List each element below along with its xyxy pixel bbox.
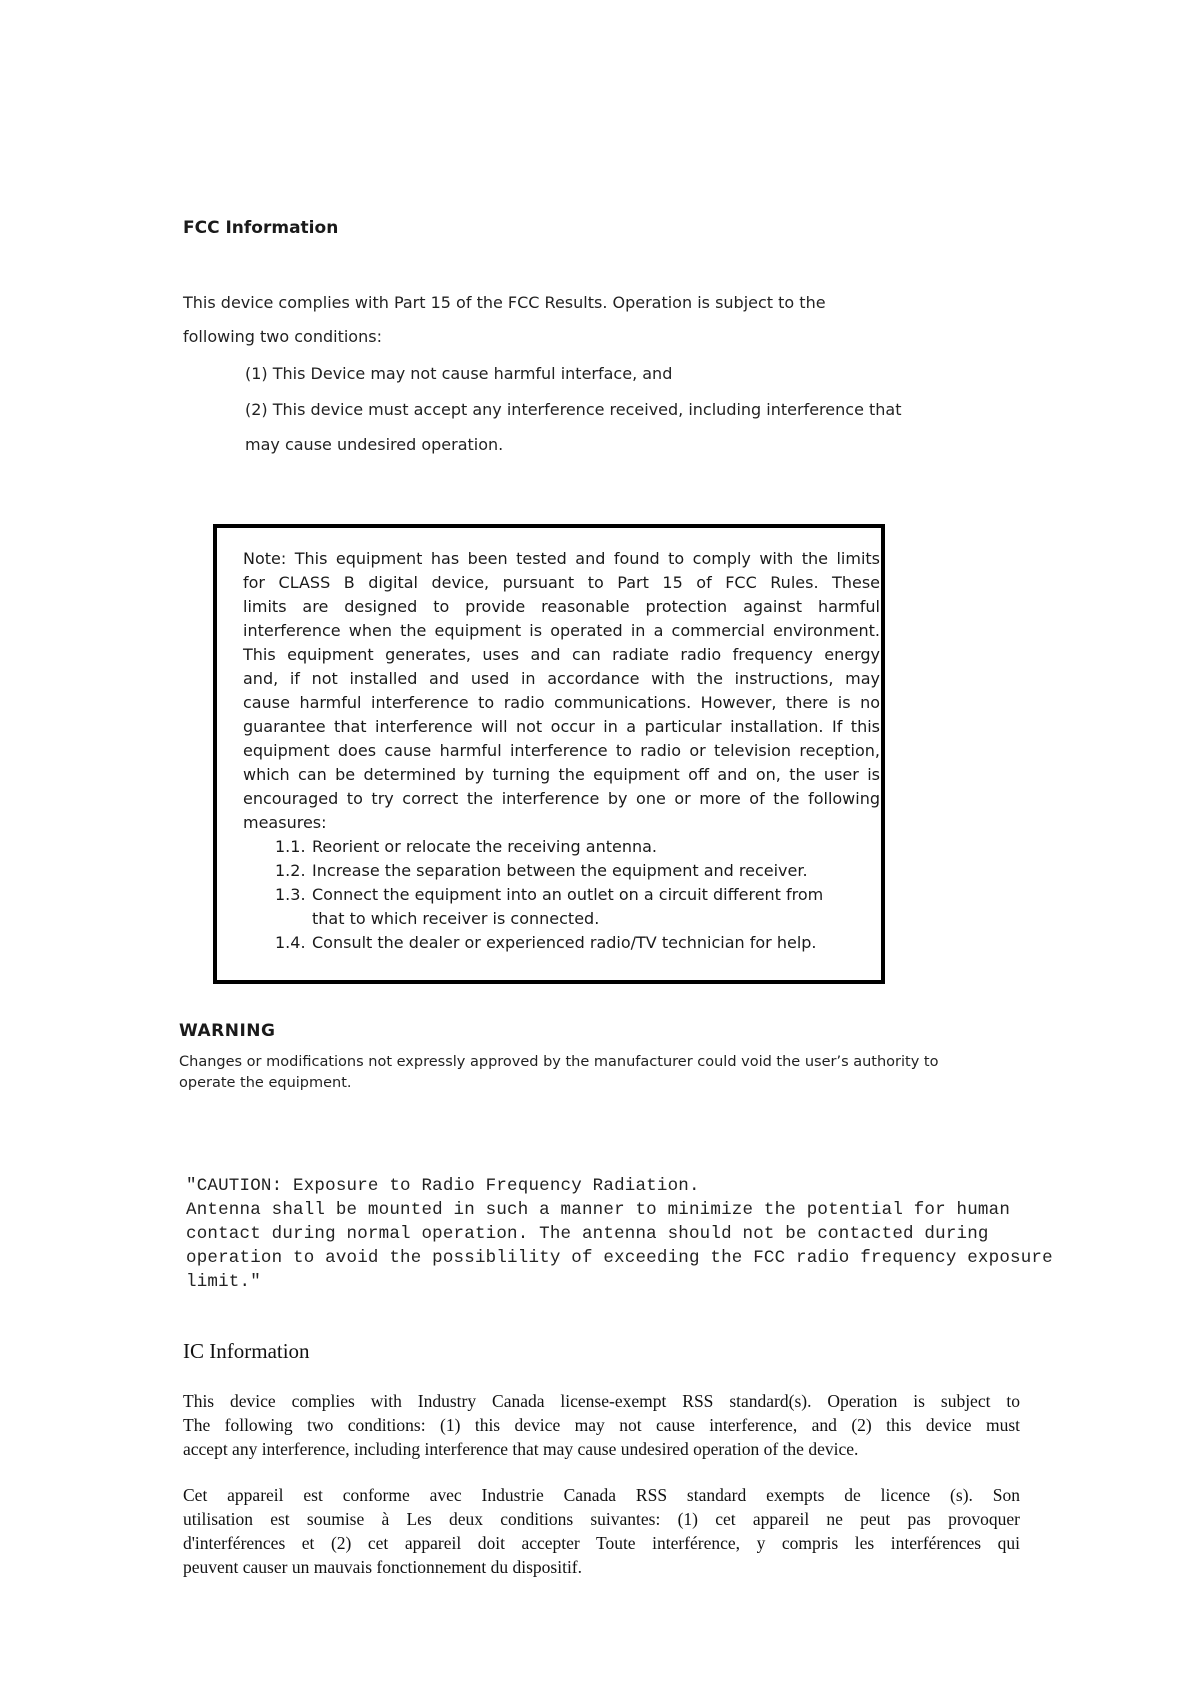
measure-item: [275, 907, 599, 931]
measure-number: 1.2.: [275, 861, 306, 880]
measure-item: [275, 835, 657, 859]
caution-text: Antenna shall be mounted in such a manner to minimize the potential for human: [186, 1200, 1011, 1220]
note-line: Note: This equipment has been tested and found to comply with the limits: [243, 549, 880, 568]
note-line: guarantee that interference will not occur in a particular installation. If this: [243, 717, 880, 736]
note-line: interference when the equipment is operated in a commercial environment.: [243, 621, 880, 640]
note-line: encouraged to try correct the interference by one or more of the following: [243, 789, 880, 808]
measure-item: [275, 883, 823, 907]
measure-number: 1.3.: [275, 885, 306, 904]
note-line: and, if not installed and used in accordance with the instructions, may: [243, 669, 880, 688]
warning-heading: WARNING: [179, 1021, 276, 1041]
fcc-intro-line: This device complies with Part 15 of the FCC Results. Operation is subject to the: [183, 293, 826, 312]
measure-number: 1.4.: [275, 933, 306, 952]
measure-text: Consult the dealer or experienced radio/TV technician for help.: [312, 933, 817, 952]
caution-text: limit.": [186, 1272, 261, 1292]
ic-heading: IC Information: [183, 1339, 310, 1363]
note-line: measures:: [243, 813, 327, 832]
fcc-intro-line: following two conditions:: [183, 327, 382, 346]
ic-en-text: accept any interference, including interference that may cause undesired operation of the device.: [183, 1439, 859, 1459]
fcc-condition-2: (2) This device must accept any interference received, including interference that: [245, 400, 902, 419]
note-line: equipment does cause harmful interference to radio or television reception,: [243, 741, 880, 760]
ic-fr-text: d'interférences et (2) cet appareil doit accepter Toute interférence, y compris les interférences qui: [183, 1533, 1020, 1553]
caution-text: contact during normal operation. The antenna should not be contacted during: [186, 1224, 989, 1244]
measure-item: [275, 931, 817, 955]
ic-fr-text: Cet appareil est conforme avec Industrie Canada RSS standard exempts de licence (s). Son: [183, 1485, 1020, 1505]
note-line: This equipment generates, uses and can radiate radio frequency energy: [243, 645, 880, 664]
note-line: for CLASS B digital device, pursuant to Part 15 of FCC Rules. These: [243, 573, 880, 592]
measure-number: 1.1.: [275, 837, 306, 856]
measure-text: Increase the separation between the equipment and receiver.: [312, 861, 808, 880]
measure-text: Connect the equipment into an outlet on a circuit different from: [312, 885, 824, 904]
ic-en-text: This device complies with Industry Canada license-exempt RSS standard(s). Operation is subject to: [183, 1391, 1020, 1411]
warning-text: Changes or modifications not expressly approved by the manufacturer could void the user’s authority to: [179, 1054, 939, 1070]
warning-text: operate the equipment.: [179, 1075, 352, 1091]
fcc-condition-1: (1) This Device may not cause harmful interface, and: [245, 364, 673, 383]
caution-text: "CAUTION: Exposure to Radio Frequency Radiation.: [186, 1176, 700, 1196]
caution-text: operation to avoid the possiblility of exceeding the FCC radio frequency exposure: [186, 1248, 1053, 1268]
fcc-condition-2-cont: may cause undesired operation.: [245, 435, 504, 454]
measure-item: [275, 859, 808, 883]
note-line: which can be determined by turning the equipment off and on, the user is: [243, 765, 880, 784]
measure-text: Reorient or relocate the receiving antenna.: [312, 837, 657, 856]
fcc-heading: FCC Information: [183, 218, 339, 238]
ic-en-text: The following two conditions: (1) this device may not cause interference, and (2) this device must: [183, 1415, 1020, 1435]
ic-fr-text: utilisation est soumise à Les deux conditions suivantes: (1) cet appareil ne peut pas provoquer: [183, 1509, 1020, 1529]
ic-fr-text: peuvent causer un mauvais fonctionnement du dispositif.: [183, 1557, 583, 1577]
note-line: cause harmful interference to radio communications. However, there is no: [243, 693, 880, 712]
note-line: limits are designed to provide reasonable protection against harmful: [243, 597, 880, 616]
measure-text-cont: that to which receiver is connected.: [312, 909, 600, 928]
